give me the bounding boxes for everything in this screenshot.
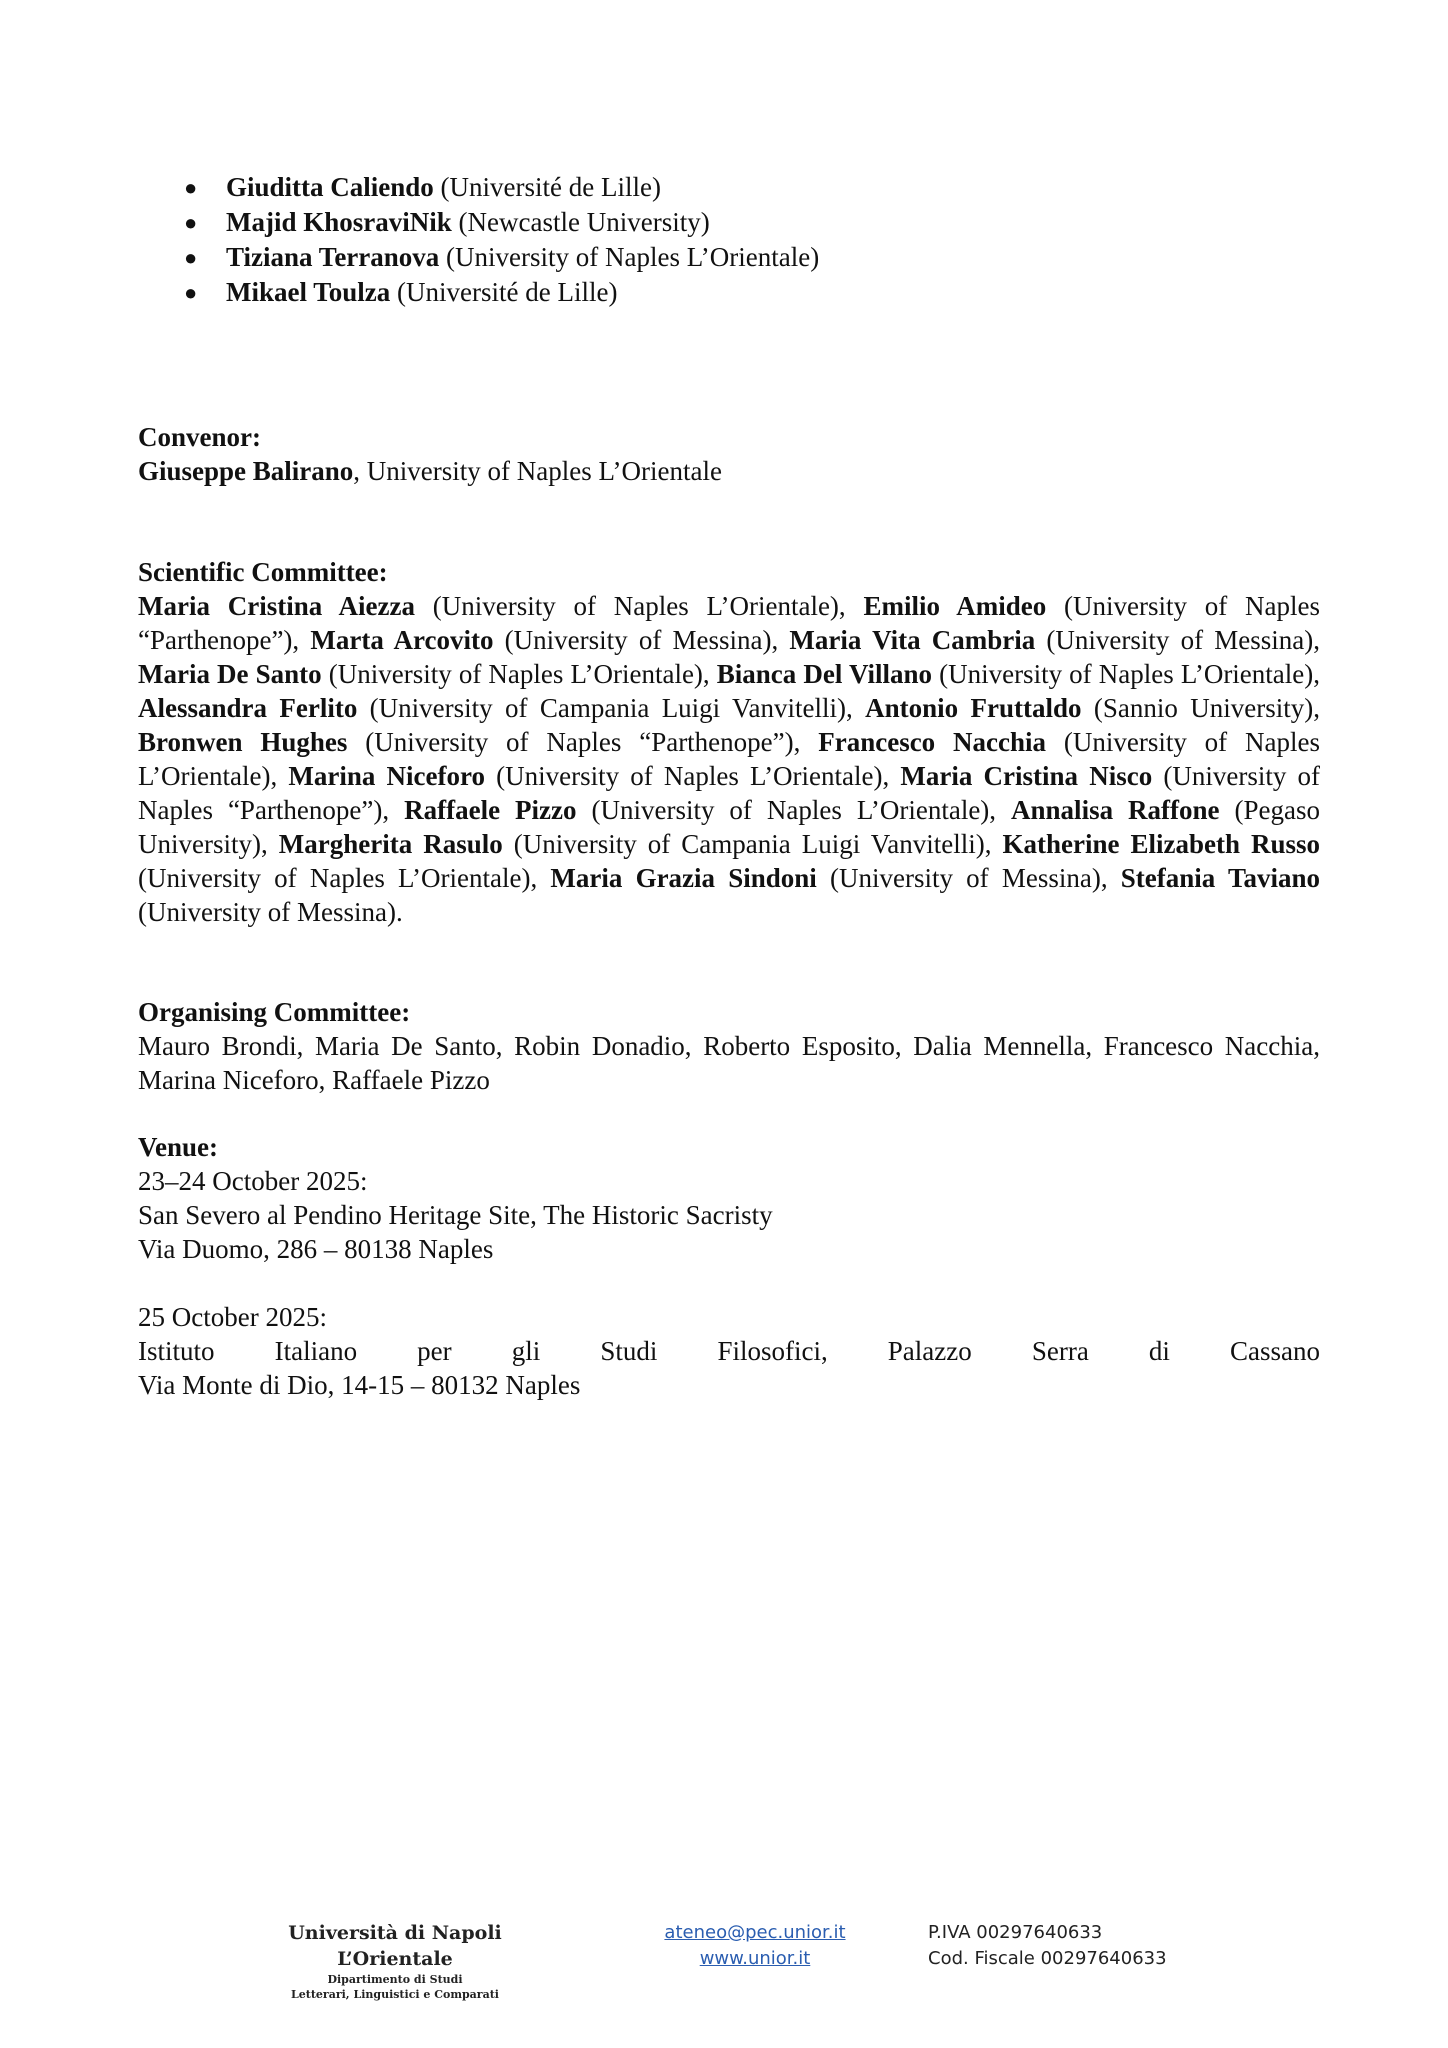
- department-line-1: Dipartimento di Studi: [327, 1973, 463, 1986]
- venue-1-date: 23–24 October 2025:: [138, 1166, 368, 1196]
- scientific-committee-members: [138, 589, 1320, 929]
- organising-committee-members: Mauro Brondi, Maria De Santo, Robin Donadio, Roberto Esposito, Dalia Mennella, Francesco Nacchia, Marina Niceforo, Raffaele Pizzo: [138, 1031, 1320, 1095]
- committee-member-name: Stefania Taviano: [1120, 863, 1321, 893]
- bullet-icon: ●: [184, 280, 198, 305]
- footer-tax-info: [928, 1920, 1188, 1972]
- committee-member-name: Francesco Nacchia: [818, 727, 1047, 757]
- venue-1-address: Via Duomo, 286 – 80138 Naples: [138, 1234, 494, 1264]
- speaker-name: Majid KhosraviNik: [226, 207, 452, 237]
- committee-member-affiliation: (University of Messina),: [816, 863, 1121, 893]
- convenor-name: Giuseppe Balirano: [138, 456, 354, 486]
- committee-member-affiliation: (University of Messina),: [1035, 625, 1320, 655]
- bullet-icon: ●: [184, 210, 198, 235]
- committee-member-name: Bronwen Hughes: [138, 727, 348, 757]
- committee-member-name: Marta Arcovito: [310, 625, 494, 655]
- page-footer: [0, 1920, 1448, 2000]
- website-link[interactable]: www.unior.it: [699, 1948, 811, 1969]
- speaker-name: Mikael Toulza: [226, 277, 391, 307]
- list-item: [138, 275, 1320, 310]
- venue-2-date: 25 October 2025:: [138, 1302, 327, 1332]
- codice-fiscale: Cod. Fiscale 00297640633: [928, 1948, 1167, 1969]
- committee-member-affiliation: (University of Naples L’Orientale),: [932, 659, 1321, 689]
- committee-member-affiliation: (University of Naples L’Orientale),: [138, 727, 1320, 791]
- document-page: [138, 170, 1321, 1400]
- committee-member-affiliation: (University of Campania Luigi Vanvitelli),: [357, 693, 866, 723]
- committee-member-name: Annalisa Raffone: [1011, 795, 1220, 825]
- email-link[interactable]: ateneo@pec.unior.it: [664, 1922, 846, 1943]
- scientific-committee-section: [138, 555, 1320, 929]
- committee-member-name: Maria Cristina Nisco: [900, 761, 1153, 791]
- committee-member-affiliation: (University of Naples “Parthenope”),: [347, 727, 819, 757]
- bullet-icon: ●: [184, 175, 198, 200]
- committee-member-affiliation: (University of Naples L’Orientale),: [484, 761, 901, 791]
- committee-member-affiliation: (University of Campania Luigi Vanvitelli),: [502, 829, 1003, 859]
- committee-member-affiliation: (University of Naples L’Orientale),: [138, 863, 551, 893]
- venue-2-address: Via Monte di Dio, 14-15 – 80132 Naples: [138, 1370, 581, 1400]
- organising-committee-section: [138, 995, 1320, 1097]
- speaker-name: Giuditta Caliendo: [226, 172, 434, 202]
- committee-member-name: Maria Grazia Sindoni: [550, 863, 817, 893]
- committee-member-name: Maria Vita Cambria: [789, 625, 1036, 655]
- speaker-affiliation: (Université de Lille): [440, 172, 661, 202]
- university-name: Università di Napoli L’Orientale: [288, 1922, 502, 1970]
- venue-heading: Venue:: [138, 1132, 219, 1162]
- committee-member-name: Marina Niceforo: [288, 761, 485, 791]
- convenor-line: [138, 454, 1320, 488]
- committee-member-name: Bianca Del Villano: [716, 659, 932, 689]
- committee-member-affiliation: (Sannio University),: [1081, 693, 1320, 723]
- committee-member-affiliation: (University of Messina),: [493, 625, 790, 655]
- venue-1-place: San Severo al Pendino Heritage Site, The Historic Sacristy: [138, 1200, 773, 1230]
- committee-member-affiliation: (University of Naples L’Orientale),: [321, 659, 717, 689]
- venue-section: [138, 1130, 1320, 1402]
- committee-member-name: Raffaele Pizzo: [404, 795, 577, 825]
- speaker-affiliation: (Newcastle University): [458, 207, 710, 237]
- speaker-affiliation: (Université de Lille): [397, 277, 618, 307]
- committee-member-affiliation: (University of Messina).: [138, 897, 403, 927]
- speaker-name: Tiziana Terranova: [226, 242, 440, 272]
- piva: P.IVA 00297640633: [928, 1922, 1103, 1943]
- committee-member-name: Emilio Amideo: [863, 591, 1047, 621]
- committee-member-affiliation: (University of Naples L’Orientale),: [414, 591, 864, 621]
- committee-member-affiliation: (University of Naples “Parthenope”),: [138, 761, 1321, 825]
- footer-contacts: [640, 1920, 870, 1972]
- committee-member-name: Maria Cristina Aiezza: [138, 591, 415, 621]
- committee-member-affiliation: (University of Naples “Parthenope”),: [138, 591, 1320, 655]
- footer-university: [230, 1920, 560, 2002]
- committee-member-affiliation: (Pegaso University),: [138, 795, 1320, 859]
- scientific-committee-heading: Scientific Committee:: [138, 557, 388, 587]
- organising-committee-heading: Organising Committee:: [138, 997, 411, 1027]
- committee-member-name: Antonio Fruttaldo: [865, 693, 1082, 723]
- convenor-affiliation: , University of Naples L’Orientale: [353, 456, 722, 486]
- committee-member-name: Margherita Rasulo: [278, 829, 503, 859]
- committee-member-affiliation: (University of Naples L’Orientale),: [576, 795, 1012, 825]
- committee-member-name: Katherine Elizabeth Russo: [1002, 829, 1321, 859]
- committee-member-name: Alessandra Ferlito: [138, 693, 358, 723]
- list-item: [138, 240, 1320, 275]
- bullet-icon: ●: [184, 245, 198, 270]
- convenor-section: [138, 420, 1320, 488]
- list-item: [138, 205, 1320, 240]
- list-item: [138, 170, 1320, 205]
- venue-2-place: Istituto Italiano per gli Studi Filosofici, Palazzo Serra di Cassano: [138, 1336, 1320, 1366]
- speaker-list: [138, 170, 1320, 310]
- speaker-affiliation: (University of Naples L’Orientale): [446, 242, 820, 272]
- department-line-2: Letterari, Linguistici e Comparati: [291, 1988, 499, 2001]
- convenor-heading: Convenor:: [138, 422, 261, 452]
- committee-member-name: Maria De Santo: [138, 659, 322, 689]
